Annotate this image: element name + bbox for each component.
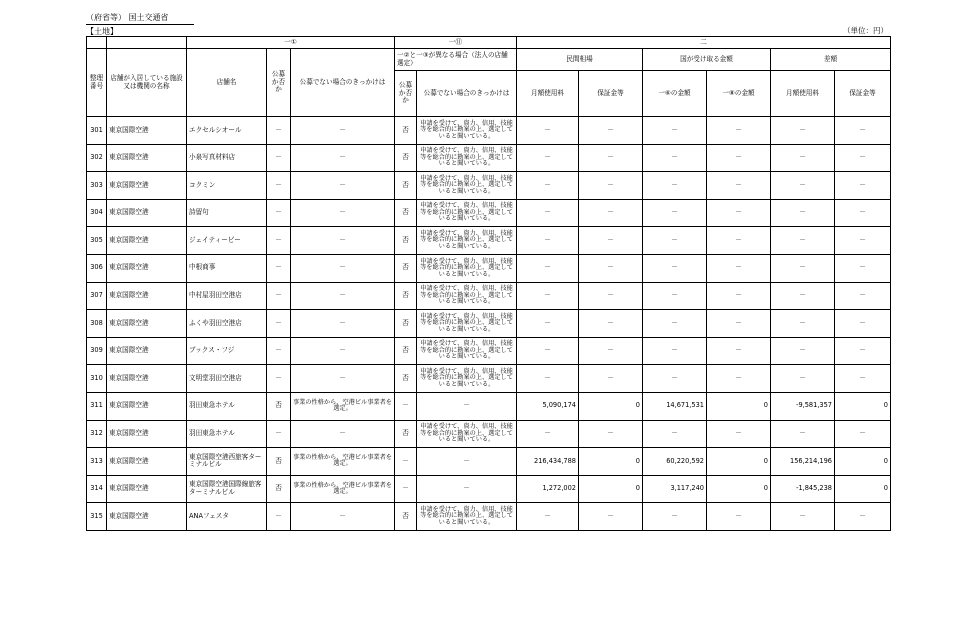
cell-shop: コクミン <box>187 172 267 200</box>
cell-public2: 否 <box>395 172 417 200</box>
cell-monthly2: － <box>771 503 835 531</box>
cell-monthly2: － <box>771 227 835 255</box>
cell-public2: － <box>395 392 417 420</box>
table-row <box>87 310 891 338</box>
section-label: 【土地】 <box>86 27 118 36</box>
cell-reason2: － <box>417 448 517 476</box>
cell-no: 302 <box>87 144 107 172</box>
cell-shop: 東京国際空港国際線旅客ターミナルビル <box>187 475 267 503</box>
cell-deposit2: － <box>835 254 891 282</box>
cell-public1: － <box>267 199 291 227</box>
cell-facility: 東京国際空港 <box>107 310 187 338</box>
cell-monthly2: － <box>771 144 835 172</box>
cell-facility: 東京国際空港 <box>107 282 187 310</box>
group-diff: 差額 <box>771 49 891 71</box>
cell-reason1: － <box>291 337 395 365</box>
cell-deposit1: 0 <box>579 475 643 503</box>
cell-no: 301 <box>87 117 107 145</box>
col-amount8: 一⑧の金額 <box>707 71 771 117</box>
cell-deposit1: － <box>579 503 643 531</box>
cell-no: 315 <box>87 503 107 531</box>
cell-facility: 東京国際空港 <box>107 475 187 503</box>
cell-monthly2: － <box>771 254 835 282</box>
cell-reason1: － <box>291 144 395 172</box>
cell-deposit1: － <box>579 254 643 282</box>
cell-reason1: － <box>291 199 395 227</box>
cell-reason1: － <box>291 172 395 200</box>
table-row <box>87 337 891 365</box>
cell-deposit1: 0 <box>579 392 643 420</box>
cell-deposit2: 0 <box>835 448 891 476</box>
cell-amount6: 14,671,531 <box>643 392 707 420</box>
cell-deposit2: － <box>835 310 891 338</box>
cell-amount6: － <box>643 503 707 531</box>
cell-facility: 東京国際空港 <box>107 117 187 145</box>
cell-reason2: 申請を受けて、資力、信用、技能等を総合的に勘案の上、選定していると聞いている。 <box>417 365 517 393</box>
cell-monthly2: － <box>771 365 835 393</box>
cell-reason2: 申請を受けて、資力、信用、技能等を総合的に勘案の上、選定していると聞いている。 <box>417 254 517 282</box>
cell-monthly1: － <box>517 282 579 310</box>
cell-no: 309 <box>87 337 107 365</box>
group-header-1: 一① <box>187 37 395 49</box>
cell-shop: 詩留句 <box>187 199 267 227</box>
cell-deposit2: － <box>835 337 891 365</box>
cell-monthly1: － <box>517 503 579 531</box>
cell-no: 312 <box>87 420 107 448</box>
cell-no: 306 <box>87 254 107 282</box>
cell-monthly2: － <box>771 199 835 227</box>
cell-amount6: － <box>643 144 707 172</box>
group-market: 民間相場 <box>517 49 643 71</box>
cell-monthly1: － <box>517 227 579 255</box>
col-deposit2: 保証金等 <box>835 71 891 117</box>
cell-deposit1: － <box>579 282 643 310</box>
cell-public1: － <box>267 310 291 338</box>
table-row <box>87 282 891 310</box>
cell-public1: 否 <box>267 448 291 476</box>
cell-deposit1: 0 <box>579 448 643 476</box>
cell-public1: 否 <box>267 392 291 420</box>
cell-public1: － <box>267 227 291 255</box>
cell-public2: 否 <box>395 503 417 531</box>
cell-deposit2: － <box>835 503 891 531</box>
cell-shop: ブックス・フジ <box>187 337 267 365</box>
col-shop: 店舗名 <box>187 49 267 117</box>
cell-shop: 東京国際空港西旅客ターミナルビル <box>187 448 267 476</box>
cell-reason2: － <box>417 475 517 503</box>
cell-reason2: － <box>417 392 517 420</box>
cell-no: 303 <box>87 172 107 200</box>
col-monthly1: 月額使用料 <box>517 71 579 117</box>
cell-amount8: － <box>707 227 771 255</box>
col-facility: 店舗が入居している施設又は機関の名称 <box>107 49 187 117</box>
cell-no: 311 <box>87 392 107 420</box>
cell-deposit1: － <box>579 420 643 448</box>
cell-amount8: － <box>707 337 771 365</box>
col-no: 整理番号 <box>87 49 107 117</box>
cell-deposit1: － <box>579 172 643 200</box>
cell-facility: 東京国際空港 <box>107 420 187 448</box>
cell-no: 307 <box>87 282 107 310</box>
cell-monthly1: － <box>517 199 579 227</box>
cell-monthly1: － <box>517 144 579 172</box>
cell-reason2: 申請を受けて、資力、信用、技能等を総合的に勘案の上、選定していると聞いている。 <box>417 337 517 365</box>
cell-shop: ANAフェスタ <box>187 503 267 531</box>
col-monthly2: 月額使用料 <box>771 71 835 117</box>
cell-public2: － <box>395 448 417 476</box>
cell-public2: 否 <box>395 117 417 145</box>
cell-amount6: － <box>643 365 707 393</box>
cell-facility: 東京国際空港 <box>107 392 187 420</box>
group-header-2: 二 <box>517 37 891 49</box>
cell-facility: 東京国際空港 <box>107 254 187 282</box>
table-row <box>87 503 891 531</box>
cell-deposit1: － <box>579 144 643 172</box>
cell-reason1: 事業の性格から、空港ビル事業者を選定。 <box>291 448 395 476</box>
group-header-11: 一⑪ <box>395 37 517 49</box>
cell-shop: 中村屋羽田空港店 <box>187 282 267 310</box>
table-row <box>87 254 891 282</box>
cell-monthly1: 1,272,002 <box>517 475 579 503</box>
cell-public1: － <box>267 365 291 393</box>
cell-facility: 東京国際空港 <box>107 365 187 393</box>
cell-amount6: － <box>643 172 707 200</box>
cell-no: 304 <box>87 199 107 227</box>
cell-reason2: 申請を受けて、資力、信用、技能等を総合的に勘案の上、選定していると聞いている。 <box>417 227 517 255</box>
cell-reason1: － <box>291 310 395 338</box>
cell-deposit1: － <box>579 310 643 338</box>
cell-public1: － <box>267 144 291 172</box>
cell-reason1: － <box>291 365 395 393</box>
cell-reason2: 申請を受けて、資力、信用、技能等を総合的に勘案の上、選定していると聞いている。 <box>417 282 517 310</box>
cell-public2: 否 <box>395 282 417 310</box>
cell-amount8: － <box>707 172 771 200</box>
table-row <box>87 117 891 145</box>
col-reason1: 公募でない場合のきっかけは <box>291 49 395 117</box>
table-row <box>87 448 891 476</box>
cell-shop: エクセルシオール <box>187 117 267 145</box>
cell-amount6: － <box>643 227 707 255</box>
cell-facility: 東京国際空港 <box>107 227 187 255</box>
header-blank-1 <box>87 37 107 49</box>
ministry-label: （府省等） 国土交通省 <box>86 13 169 22</box>
cell-public1: － <box>267 282 291 310</box>
cell-no: 313 <box>87 448 107 476</box>
cell-shop: ふくや羽田空港店 <box>187 310 267 338</box>
cell-reason2: 申請を受けて、資力、信用、技能等を総合的に勘案の上、選定していると聞いている。 <box>417 117 517 145</box>
cell-monthly2: － <box>771 420 835 448</box>
cell-public1: － <box>267 503 291 531</box>
cell-deposit2: － <box>835 365 891 393</box>
cell-reason2: 申請を受けて、資力、信用、技能等を総合的に勘案の上、選定していると聞いている。 <box>417 199 517 227</box>
cell-no: 308 <box>87 310 107 338</box>
cell-reason2: 申請を受けて、資力、信用、技能等を総合的に勘案の上、選定していると聞いている。 <box>417 503 517 531</box>
cell-reason2: 申請を受けて、資力、信用、技能等を総合的に勘案の上、選定していると聞いている。 <box>417 310 517 338</box>
cell-amount8: 0 <box>707 392 771 420</box>
cell-amount6: 3,117,240 <box>643 475 707 503</box>
cell-monthly2: － <box>771 337 835 365</box>
unit-label: （単位：円） <box>843 26 888 35</box>
cell-monthly1: － <box>517 310 579 338</box>
cell-amount6: 60,220,592 <box>643 448 707 476</box>
cell-deposit2: － <box>835 420 891 448</box>
cell-deposit1: － <box>579 227 643 255</box>
cell-deposit2: － <box>835 199 891 227</box>
table-row <box>87 144 891 172</box>
cell-deposit1: － <box>579 365 643 393</box>
cell-no: 314 <box>87 475 107 503</box>
cell-shop: 中根商事 <box>187 254 267 282</box>
cell-amount8: － <box>707 254 771 282</box>
cell-facility: 東京国際空港 <box>107 337 187 365</box>
cell-monthly1: － <box>517 172 579 200</box>
cell-monthly1: － <box>517 420 579 448</box>
cell-amount6: － <box>643 254 707 282</box>
cell-amount8: 0 <box>707 475 771 503</box>
cell-shop: ジェイティービー <box>187 227 267 255</box>
col-public2: 公募か否か <box>395 71 417 117</box>
cell-deposit2: － <box>835 172 891 200</box>
table-row <box>87 227 891 255</box>
cell-monthly1: 216,434,788 <box>517 448 579 476</box>
cell-amount8: － <box>707 365 771 393</box>
cell-amount8: － <box>707 282 771 310</box>
cell-public1: － <box>267 420 291 448</box>
cell-no: 305 <box>87 227 107 255</box>
table-row <box>87 475 891 503</box>
cell-public1: 否 <box>267 475 291 503</box>
table-row <box>87 172 891 200</box>
cell-monthly2: -1,845,238 <box>771 475 835 503</box>
cell-no: 310 <box>87 365 107 393</box>
cell-monthly2: － <box>771 310 835 338</box>
cell-deposit2: 0 <box>835 475 891 503</box>
cell-public2: 否 <box>395 199 417 227</box>
cell-facility: 東京国際空港 <box>107 199 187 227</box>
col-amount6: 一⑥の金額 <box>643 71 707 117</box>
table-row <box>87 365 891 393</box>
cell-amount8: － <box>707 310 771 338</box>
cell-public2: 否 <box>395 227 417 255</box>
cell-public2: 否 <box>395 365 417 393</box>
cell-amount8: － <box>707 503 771 531</box>
cell-amount8: － <box>707 144 771 172</box>
cell-shop: 文明堂羽田空港店 <box>187 365 267 393</box>
cell-facility: 東京国際空港 <box>107 448 187 476</box>
cell-monthly2: － <box>771 117 835 145</box>
cell-amount8: 0 <box>707 448 771 476</box>
col-deposit1: 保証金等 <box>579 71 643 117</box>
header-blank-2 <box>107 37 187 49</box>
cell-monthly2: -9,581,357 <box>771 392 835 420</box>
cell-monthly1: － <box>517 117 579 145</box>
cell-facility: 東京国際空港 <box>107 172 187 200</box>
cell-deposit1: － <box>579 199 643 227</box>
cell-reason2: 申請を受けて、資力、信用、技能等を総合的に勘案の上、選定していると聞いている。 <box>417 144 517 172</box>
cell-deposit1: － <box>579 117 643 145</box>
cell-monthly2: － <box>771 282 835 310</box>
cell-monthly1: － <box>517 337 579 365</box>
cell-amount8: － <box>707 199 771 227</box>
cell-reason1: － <box>291 117 395 145</box>
table-row <box>87 392 891 420</box>
cell-reason1: － <box>291 420 395 448</box>
group-gov-received: 国が受け取る金額 <box>643 49 771 71</box>
cell-deposit2: － <box>835 282 891 310</box>
ministry-underline <box>86 24 194 25</box>
cell-public1: － <box>267 172 291 200</box>
col-public1: 公募か否か <box>267 49 291 117</box>
cell-public2: 否 <box>395 310 417 338</box>
cell-deposit1: － <box>579 337 643 365</box>
cell-reason1: － <box>291 227 395 255</box>
cell-facility: 東京国際空港 <box>107 144 187 172</box>
col-reason2: 公募でない場合のきっかけは <box>417 71 517 117</box>
cell-facility: 東京国際空港 <box>107 503 187 531</box>
cell-reason2: 申請を受けて、資力、信用、技能等を総合的に勘案の上、選定していると聞いている。 <box>417 420 517 448</box>
cell-monthly2: 156,214,196 <box>771 448 835 476</box>
cell-public2: 否 <box>395 144 417 172</box>
cell-reason1: － <box>291 503 395 531</box>
cell-deposit2: － <box>835 117 891 145</box>
cell-public1: － <box>267 254 291 282</box>
cell-deposit2: － <box>835 144 891 172</box>
table-row <box>87 420 891 448</box>
cell-amount6: － <box>643 117 707 145</box>
cell-amount6: － <box>643 337 707 365</box>
cell-amount8: － <box>707 117 771 145</box>
group-sub-header: 一②と一③が異なる場合（法人の店舗選定） <box>395 49 517 71</box>
cell-public2: 否 <box>395 420 417 448</box>
cell-amount6: － <box>643 199 707 227</box>
cell-reason1: － <box>291 282 395 310</box>
cell-public2: 否 <box>395 254 417 282</box>
cell-monthly1: 5,090,174 <box>517 392 579 420</box>
cell-monthly1: － <box>517 365 579 393</box>
cell-shop: 羽田東急ホテル <box>187 392 267 420</box>
cell-amount8: － <box>707 420 771 448</box>
cell-reason1: 事業の性格から、空港ビル事業者を選定。 <box>291 475 395 503</box>
table-row <box>87 199 891 227</box>
cell-monthly1: － <box>517 254 579 282</box>
cell-reason1: 事業の性格から、空港ビル事業者を選定。 <box>291 392 395 420</box>
cell-public1: － <box>267 337 291 365</box>
land-table <box>86 36 891 531</box>
cell-amount6: － <box>643 310 707 338</box>
cell-monthly2: － <box>771 172 835 200</box>
cell-amount6: － <box>643 420 707 448</box>
cell-public1: － <box>267 117 291 145</box>
cell-deposit2: － <box>835 227 891 255</box>
cell-shop: 羽田東急ホテル <box>187 420 267 448</box>
cell-reason2: 申請を受けて、資力、信用、技能等を総合的に勘案の上、選定していると聞いている。 <box>417 172 517 200</box>
cell-deposit2: 0 <box>835 392 891 420</box>
cell-shop: 小泉写真材料店 <box>187 144 267 172</box>
cell-reason1: － <box>291 254 395 282</box>
cell-public2: － <box>395 475 417 503</box>
cell-public2: 否 <box>395 337 417 365</box>
cell-amount6: － <box>643 282 707 310</box>
